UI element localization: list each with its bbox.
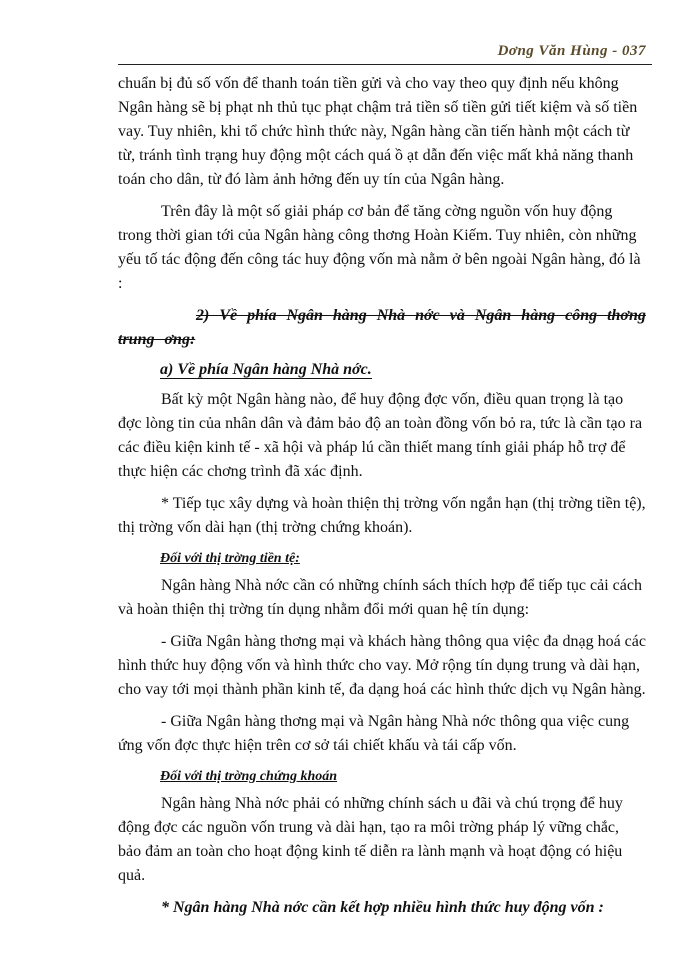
document-body (118, 72, 646, 928)
paragraph-stock-market-1: Ngân hàng Nhà nớc phải có những chính sách u đãi và chú trọng để huy động đợc các nguồn vốn trung và dài hạn, tạo ra môi trờng pháp lý vững chắc, bảo đảm an toàn cho hoạt động kinh tế diễn ra lành mạnh và hoạt động có hiệu quả. (118, 795, 623, 884)
paragraph-a1: Bất kỳ một Ngân hàng nào, để huy động đợc vốn, điều quan trọng là tạo đợc lòng tin của nhân dân và đảm bảo độ an toàn đồng vốn bỏ ra, tức là cần tạo ra các điều kiện kinh tế - xã hội và pháp lú cần thiết mang tính giải pháp hỗ trợ để thực hiện các chơng trình đã xác định. (118, 391, 643, 480)
subheading-money-market: Đối với thị trờng tiền tệ: (160, 551, 300, 566)
paragraph-summary: Trên đây là một số giải pháp cơ bản để tăng cờng nguồn vốn huy động trong thời gian tới của Ngân hàng công thơng Hoàn Kiếm. Tuy nhiên, còn những yếu tố tác động đến công tác huy động vốn mà nằm ở bên ngoài Ngân hàng, đó là : (118, 203, 641, 292)
paragraph-last: * Ngân hàng Nhà nớc cần kết hợp nhiều hình thức huy động vốn : (161, 899, 604, 916)
subsection-heading-a (118, 358, 646, 382)
subsection-heading-a-text: a) Về phía Ngân hàng Nhà nớc. (160, 361, 372, 378)
paragraph-continued: chuẩn bị đủ số vốn để thanh toán tiền gửi và cho vay theo quy định nếu không Ngân hàng sẽ bị phạt nh thủ tục phạt chậm trả tiền số tiền gửi tiết kiệm và số tiền vay. Tuy nhiên, khi tổ chức hình thức này, Ngân hàng cần tiến hành một cách từ từ, tránh tình trạng huy động một cách quá ồ ạt dẫn đến việc mất khả năng thanh toán cho dân, từ đó làm ảnh hởng đến uy tín của Ngân hàng. (118, 75, 638, 188)
paragraph-money-market-2: - Giữa Ngân hàng thơng mại và khách hàng thông qua việc đa dnạg hoá các hình thức huy động vốn và hình thức cho vay. Mở rộng tín dụng trung và dài hạn, cho vay tới mọi thành phần kinh tế, đa dạng hoá các hình thức dịch vụ Ngân hàng. (118, 633, 646, 698)
subheading-stock-market: Đối với thị trờng chứng khoán (160, 769, 338, 784)
page-header (118, 42, 652, 65)
paragraph-money-market-1: Ngân hàng Nhà nớc cần có những chính sách thích hợp để tiếp tục cải cách và hoàn thiện thị trờng tín dụng nhằm đổi mới quan hệ tín dụng: (118, 577, 642, 618)
paragraph-money-market-3: - Giữa Ngân hàng thơng mại và Ngân hàng Nhà nớc thông qua việc cung ứng vốn đợc thực hiện trên cơ sở tái chiết khấu và tái cấp vốn. (118, 713, 630, 754)
section-heading-2: 2) Về phía Ngân hàng Nhà nớc và Ngân hàng công thơng trung ơng: (118, 307, 646, 348)
header-author-page: Dơng Văn Hùng - 037 (497, 43, 646, 59)
paragraph-a2: * Tiếp tục xây dựng và hoàn thiện thị trờng vốn ngắn hạn (thị trờng tiền tệ), thị trờng vốn dài hạn (thị trờng chứng khoán). (118, 495, 646, 536)
